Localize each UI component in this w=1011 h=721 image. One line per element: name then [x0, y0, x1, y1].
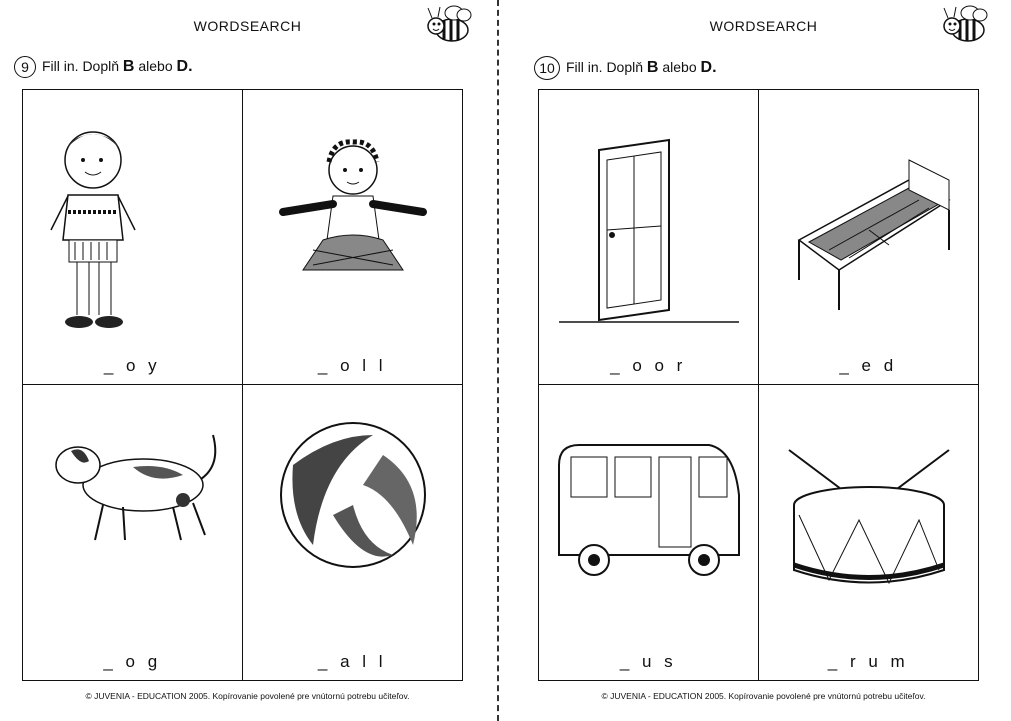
word-blank-bed: _ e d: [839, 356, 898, 375]
word-blank-drum: _ r u m: [827, 652, 909, 671]
word-blank-door: _ o o r: [610, 356, 687, 375]
doll-illustration: [253, 100, 453, 340]
page-header-title: WORDSEARCH: [193, 18, 302, 34]
picture-cell-bus: [539, 385, 759, 680]
exercise-number: 10: [534, 56, 560, 80]
picture-cell-drum: [759, 385, 979, 680]
dog-illustration: [33, 395, 233, 635]
picture-grid: [22, 89, 463, 681]
door-illustration: [549, 100, 749, 340]
page-divider-dashed: [497, 0, 499, 721]
picture-cell-boy: [23, 90, 243, 385]
bed-illustration: [769, 100, 969, 340]
picture-grid: [538, 89, 979, 681]
bus-illustration: [549, 395, 749, 635]
drum-illustration: [769, 395, 969, 635]
exercise-instruction: [14, 56, 193, 78]
picture-cell-bed: [759, 90, 979, 385]
instruction-text: Fill in. Doplň B alebo D.: [566, 59, 717, 76]
picture-cell-dog: [23, 385, 243, 680]
worksheet-page-right: [516, 0, 1011, 721]
copyright-footer: © JUVENIA - EDUCATION 2005. Kopírovanie povolené pre vnútornú potrebu učiteľov.: [601, 691, 926, 701]
page-header-title: WORDSEARCH: [709, 18, 818, 34]
instruction-text: Fill in. Doplň B alebo D.: [42, 58, 193, 75]
picture-cell-ball: [243, 385, 463, 680]
picture-cell-doll: [243, 90, 463, 385]
word-blank-boy: _ o y: [103, 356, 161, 375]
exercise-number: 9: [14, 56, 36, 78]
word-blank-dog: _ o g: [103, 652, 162, 671]
picture-cell-door: [539, 90, 759, 385]
boy-illustration: [33, 100, 233, 340]
ball-illustration: [253, 395, 453, 635]
bee-icon: [422, 2, 480, 48]
bee-icon: [938, 2, 996, 48]
worksheet-page-left: [0, 0, 495, 721]
copyright-footer: © JUVENIA - EDUCATION 2005. Kopírovanie povolené pre vnútornú potrebu učiteľov.: [85, 691, 410, 701]
exercise-instruction: [534, 56, 717, 80]
word-blank-bus: _ u s: [619, 652, 677, 671]
word-blank-ball: _ a l l: [317, 652, 387, 671]
word-blank-doll: _ o l l: [317, 356, 387, 375]
